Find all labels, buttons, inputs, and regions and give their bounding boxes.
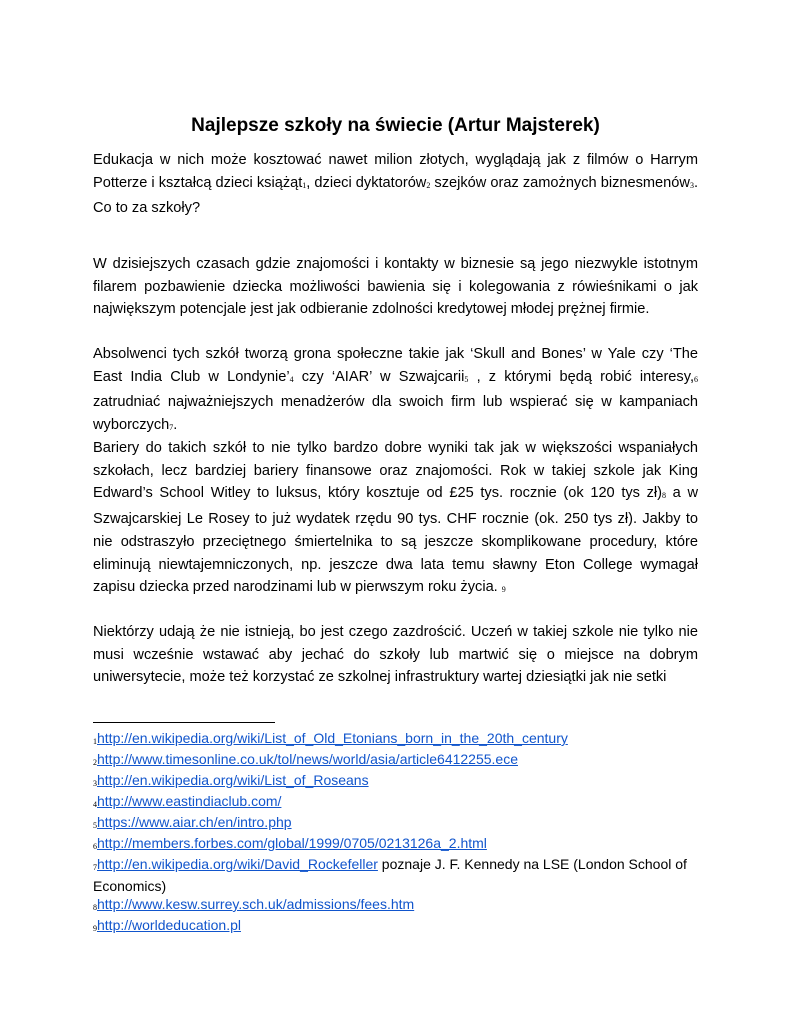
page-title: Najlepsze szkoły na świecie (Artur Majsterek) bbox=[191, 115, 600, 136]
paragraph-envy: Niektórzy udają że nie istnieją, bo jest czego zazdrościć. Uczeń w takiej szkole nie tylko nie musi wcześnie wstawać aby jechać do szkoły lub martwić się o miejsce na dobrym uniwersytecie, może też korzystać ze szkolnej infrastruktury wartej dziesiątki jak nie setki bbox=[93, 624, 698, 686]
footnote-ref[interactable]: 3 bbox=[689, 180, 694, 190]
footnote-link[interactable]: https://www.aiar.ch/en/intro.php bbox=[97, 814, 292, 830]
footnote-item bbox=[93, 834, 713, 856]
footnote-number: 3 bbox=[93, 779, 97, 788]
footnote-number: 4 bbox=[93, 800, 97, 809]
footnote-divider bbox=[93, 722, 275, 723]
footnote-item bbox=[93, 792, 713, 814]
footnote-number: 2 bbox=[93, 758, 97, 767]
paragraph-text: zatrudniać najważniejszych menadżerów dla swoich firm lub wspierać się w kampaniach wyborczych bbox=[93, 394, 698, 434]
paragraph-intro bbox=[93, 149, 698, 220]
paragraph-text: Bariery do takich szkół to nie tylko bardzo dobre wyniki tak jak w większości wspaniałych szkołach, lecz bardziej bariery finansowe oraz znajomości. Rok w takiej szkole jak King Edward’s School Witley to luksus, który kosztuje od £25 tys. rocznie (ok 120 tys zł) bbox=[93, 440, 698, 502]
footnote-item bbox=[93, 855, 693, 895]
paragraph-barriers bbox=[93, 437, 698, 602]
footnote-item bbox=[93, 771, 713, 793]
footnote-item bbox=[93, 916, 713, 938]
paragraph-text: szejków oraz zamożnych biznesmenów bbox=[430, 174, 690, 191]
paragraph-text: Edukacja w nich może kosztować nawet milion złotych, wyglądają jak z filmów o Harrym Potterze i kształcą dzieci książąt bbox=[93, 152, 698, 191]
footnote-link[interactable]: http://www.timesonline.co.uk/tol/news/world/asia/article6412255.ece bbox=[97, 751, 518, 767]
footnote-number: 1 bbox=[93, 737, 97, 746]
paragraph-alumni bbox=[93, 343, 698, 440]
footnote-link[interactable]: http://www.eastindiaclub.com/ bbox=[97, 793, 282, 809]
footnote-item bbox=[93, 895, 713, 917]
footnote-ref[interactable]: 6 bbox=[694, 374, 698, 384]
footnote-ref[interactable]: 7 bbox=[169, 423, 174, 433]
footnote-item bbox=[93, 729, 713, 751]
footnote-item bbox=[93, 813, 713, 835]
paragraph-text: . Co to za szkoły? bbox=[93, 174, 698, 217]
footnote-link[interactable]: http://www.kesw.surrey.sch.uk/admissions/fees.htm bbox=[97, 896, 415, 912]
paragraph-text: Absolwenci tych szkół tworzą grona społeczne takie jak ‘Skull and Bones’ w Yale czy ‘The East India Club w Londynie’ bbox=[93, 346, 698, 385]
footnote-ref[interactable]: 2 bbox=[426, 180, 431, 190]
footnote-ref[interactable]: 9 bbox=[501, 585, 506, 595]
footnote-number: 9 bbox=[93, 924, 97, 933]
footnote-ref[interactable]: 1 bbox=[302, 180, 307, 190]
footnote-ref[interactable]: 5 bbox=[464, 374, 469, 384]
footnote-link[interactable]: http://en.wikipedia.org/wiki/List_of_Roseans bbox=[97, 772, 369, 788]
footnote-link[interactable]: http://worldeducation.pl bbox=[97, 917, 241, 933]
paragraph-text: , dzieci dyktatorów bbox=[306, 174, 427, 191]
footnote-link[interactable]: http://en.wikipedia.org/wiki/List_of_Old_Etonians_born_in_the_20th_century bbox=[97, 730, 568, 746]
footnote-number: 6 bbox=[93, 842, 97, 851]
paragraph-text: , z którymi będą robić interesy, bbox=[468, 368, 694, 385]
footnote-note: poznaje J. F. Kennedy na LSE (London School of Economics) bbox=[93, 856, 687, 894]
paragraph-text: czy ‘AIAR’ w Szwajcarii bbox=[293, 368, 465, 385]
footnote-number: 5 bbox=[93, 821, 97, 830]
footnote-link[interactable]: http://en.wikipedia.org/wiki/David_Rockefeller bbox=[97, 856, 378, 872]
footnote-ref[interactable]: 8 bbox=[662, 491, 667, 501]
paragraph-networking: W dzisiejszych czasach gdzie znajomości i kontakty w biznesie są jego niezwykle istotnym filarem pozbawienie dziecka możliwości bawienia się i kolegowania z rówieśnikami o jak największym potencjale jest jak odbieranie zdolności kredytowej młodej prężnej firmie. bbox=[93, 256, 698, 318]
footnote-ref[interactable]: 4 bbox=[289, 374, 294, 384]
footnote-number: 7 bbox=[93, 863, 97, 872]
footnote-item bbox=[93, 750, 713, 772]
paragraph-text: a w Szwajcarskiej Le Rosey to już wydatek rzędu 90 tys. CHF rocznie (ok. 250 tys zł). Jakby to nie odstraszyło przeciętnego śmiertelnika to są jeszcze skomplikowane procedury, które eliminują niewtajemniczonych, np. jeszcze dwa lata temu sławny Eton College wymagał zapisu dziecka przed narodzinami lub w pierwszym roku życia. bbox=[93, 485, 698, 596]
footnote-number: 8 bbox=[93, 903, 97, 912]
footnote-link[interactable]: http://members.forbes.com/global/1999/0705/0213126a_2.html bbox=[97, 835, 487, 851]
paragraph-text: . bbox=[173, 417, 178, 434]
